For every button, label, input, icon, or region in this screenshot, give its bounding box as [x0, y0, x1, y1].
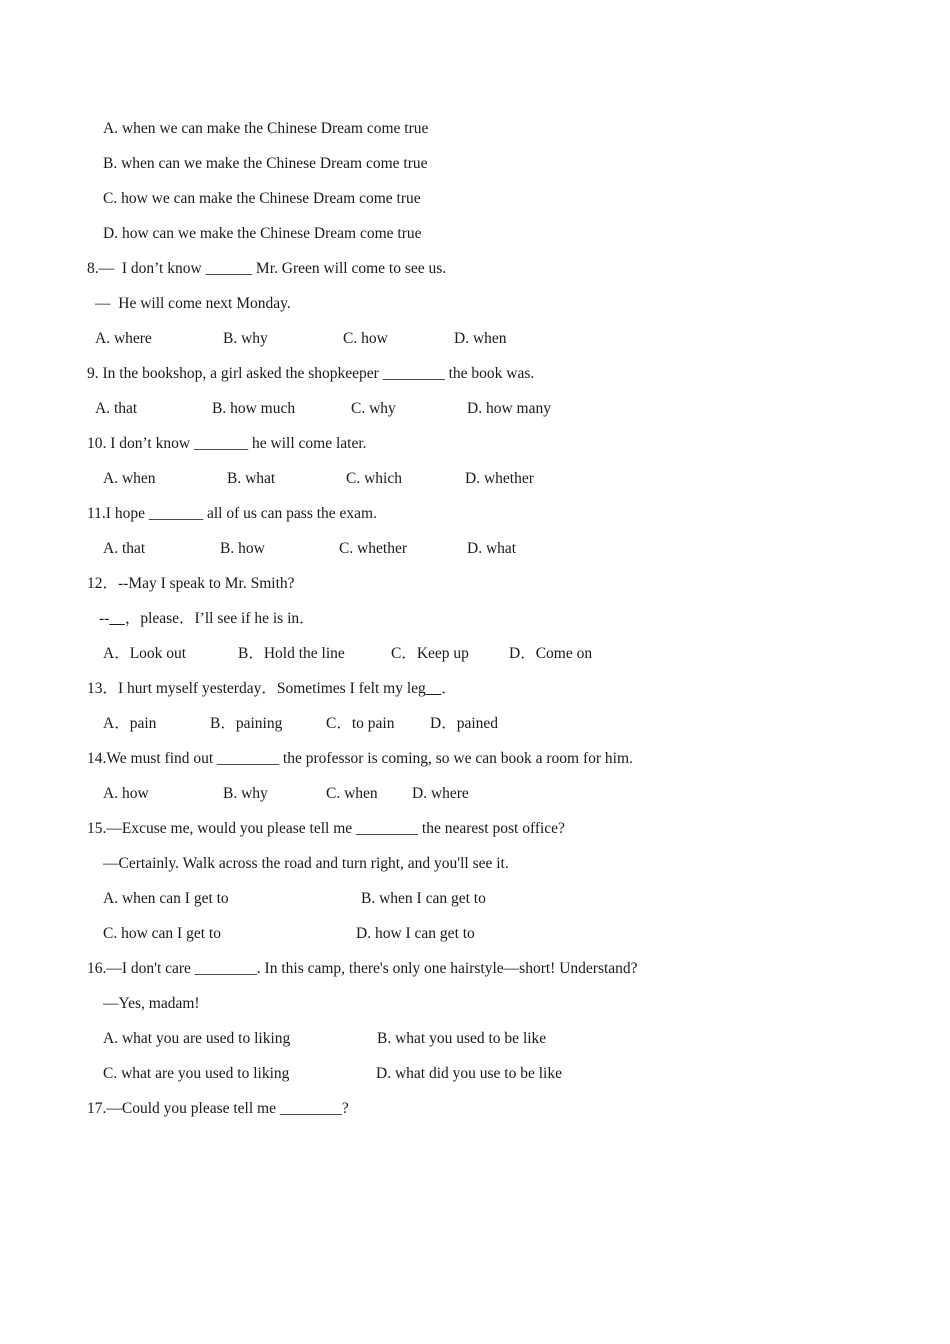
q16-reply: —Yes, madam! — [103, 995, 200, 1012]
q13-stem — [87, 679, 457, 699]
q16-stem: 16.—I don't care ________. In this camp, there's only one hairstyle—short! Understand? — [87, 960, 638, 977]
q8-option-b: B. why — [223, 330, 268, 347]
q16-option-d: D. what did you use to be like — [376, 1065, 562, 1082]
q12-reply-rest: ，please．I’ll see if he is in． — [124, 610, 315, 627]
q14-stem: 14.We must find out ________ the professor is coming, so we can book a room for him. — [87, 750, 633, 767]
q13-answer-blank — [426, 680, 442, 697]
q12-option-c: C．Keep up — [391, 645, 469, 662]
q8-option-d: D. when — [454, 330, 507, 347]
q15-stem: 15.—Excuse me, would you please tell me ________ the nearest post office? — [87, 820, 565, 837]
q16-option-c: C. what are you used to liking — [103, 1065, 290, 1082]
q7-option-b: B. when can we make the Chinese Dream come true — [103, 155, 428, 172]
q12-reply-prefix: -- — [99, 610, 110, 627]
q12-stem: 12．--May I speak to Mr. Smith? — [87, 575, 295, 592]
q13-option-d: D．pained — [430, 715, 499, 732]
q15-option-a: A. when can I get to — [103, 890, 229, 907]
q14-option-a: A. how — [103, 785, 149, 802]
q12-answer-blank — [109, 610, 125, 627]
q9-option-b: B. how much — [212, 400, 296, 417]
q15-reply: —Certainly. Walk across the road and turn right, and you'll see it. — [103, 855, 509, 872]
q14-option-d: D. where — [412, 785, 469, 802]
q15-option-d: D. how I can get to — [356, 925, 475, 942]
q14-option-b: B. why — [223, 785, 268, 802]
q9-option-c: C. why — [351, 400, 396, 417]
q15-option-b: B. when I can get to — [361, 890, 486, 907]
q13-option-a: A．pain — [103, 715, 157, 732]
q12-option-b: B．Hold the line — [238, 645, 345, 662]
q12-option-d: D．Come on — [509, 645, 593, 662]
q12-reply — [99, 609, 315, 629]
q15-option-c: C. how can I get to — [103, 925, 221, 942]
q8-reply: — He will come next Monday. — [95, 295, 291, 312]
q9-option-d: D. how many — [467, 400, 551, 417]
q10-option-a: A. when — [103, 470, 156, 487]
q8-option-a: A. where — [95, 330, 152, 347]
q11-stem: 11.I hope _______ all of us can pass the exam. — [87, 505, 377, 522]
q8-stem: 8.— I don’t know ______ Mr. Green will come to see us. — [87, 260, 447, 277]
q17-stem: 17.—Could you please tell me ________? — [87, 1100, 349, 1117]
q9-option-a: A. that — [95, 400, 138, 417]
q7-option-a: A. when we can make the Chinese Dream come true — [103, 120, 429, 137]
q11-option-d: D. what — [467, 540, 517, 557]
q11-option-c: C. whether — [339, 540, 408, 557]
q10-stem: 10. I don’t know _______ he will come later. — [87, 435, 367, 452]
q9-stem: 9. In the bookshop, a girl asked the shopkeeper ________ the book was. — [87, 365, 535, 382]
q8-option-c: C. how — [343, 330, 388, 347]
q13-option-b: B．paining — [210, 715, 283, 732]
q12-option-a: A．Look out — [103, 645, 187, 662]
q11-option-b: B. how — [220, 540, 265, 557]
q11-option-a: A. that — [103, 540, 146, 557]
q7-option-c: C. how we can make the Chinese Dream come true — [103, 190, 421, 207]
q13-stem-end: ． — [441, 680, 457, 697]
q10-option-c: C. which — [346, 470, 402, 487]
q10-option-d: D. whether — [465, 470, 534, 487]
q14-option-c: C. when — [326, 785, 378, 802]
q10-option-b: B. what — [227, 470, 276, 487]
q13-option-c: C．to pain — [326, 715, 395, 732]
q7-option-d: D. how can we make the Chinese Dream come true — [103, 225, 422, 242]
q16-option-b: B. what you used to be like — [377, 1030, 547, 1047]
q16-option-a: A. what you are used to liking — [103, 1030, 291, 1047]
q13-stem-text: 13．I hurt myself yesterday．Sometimes I felt my leg — [87, 680, 426, 697]
